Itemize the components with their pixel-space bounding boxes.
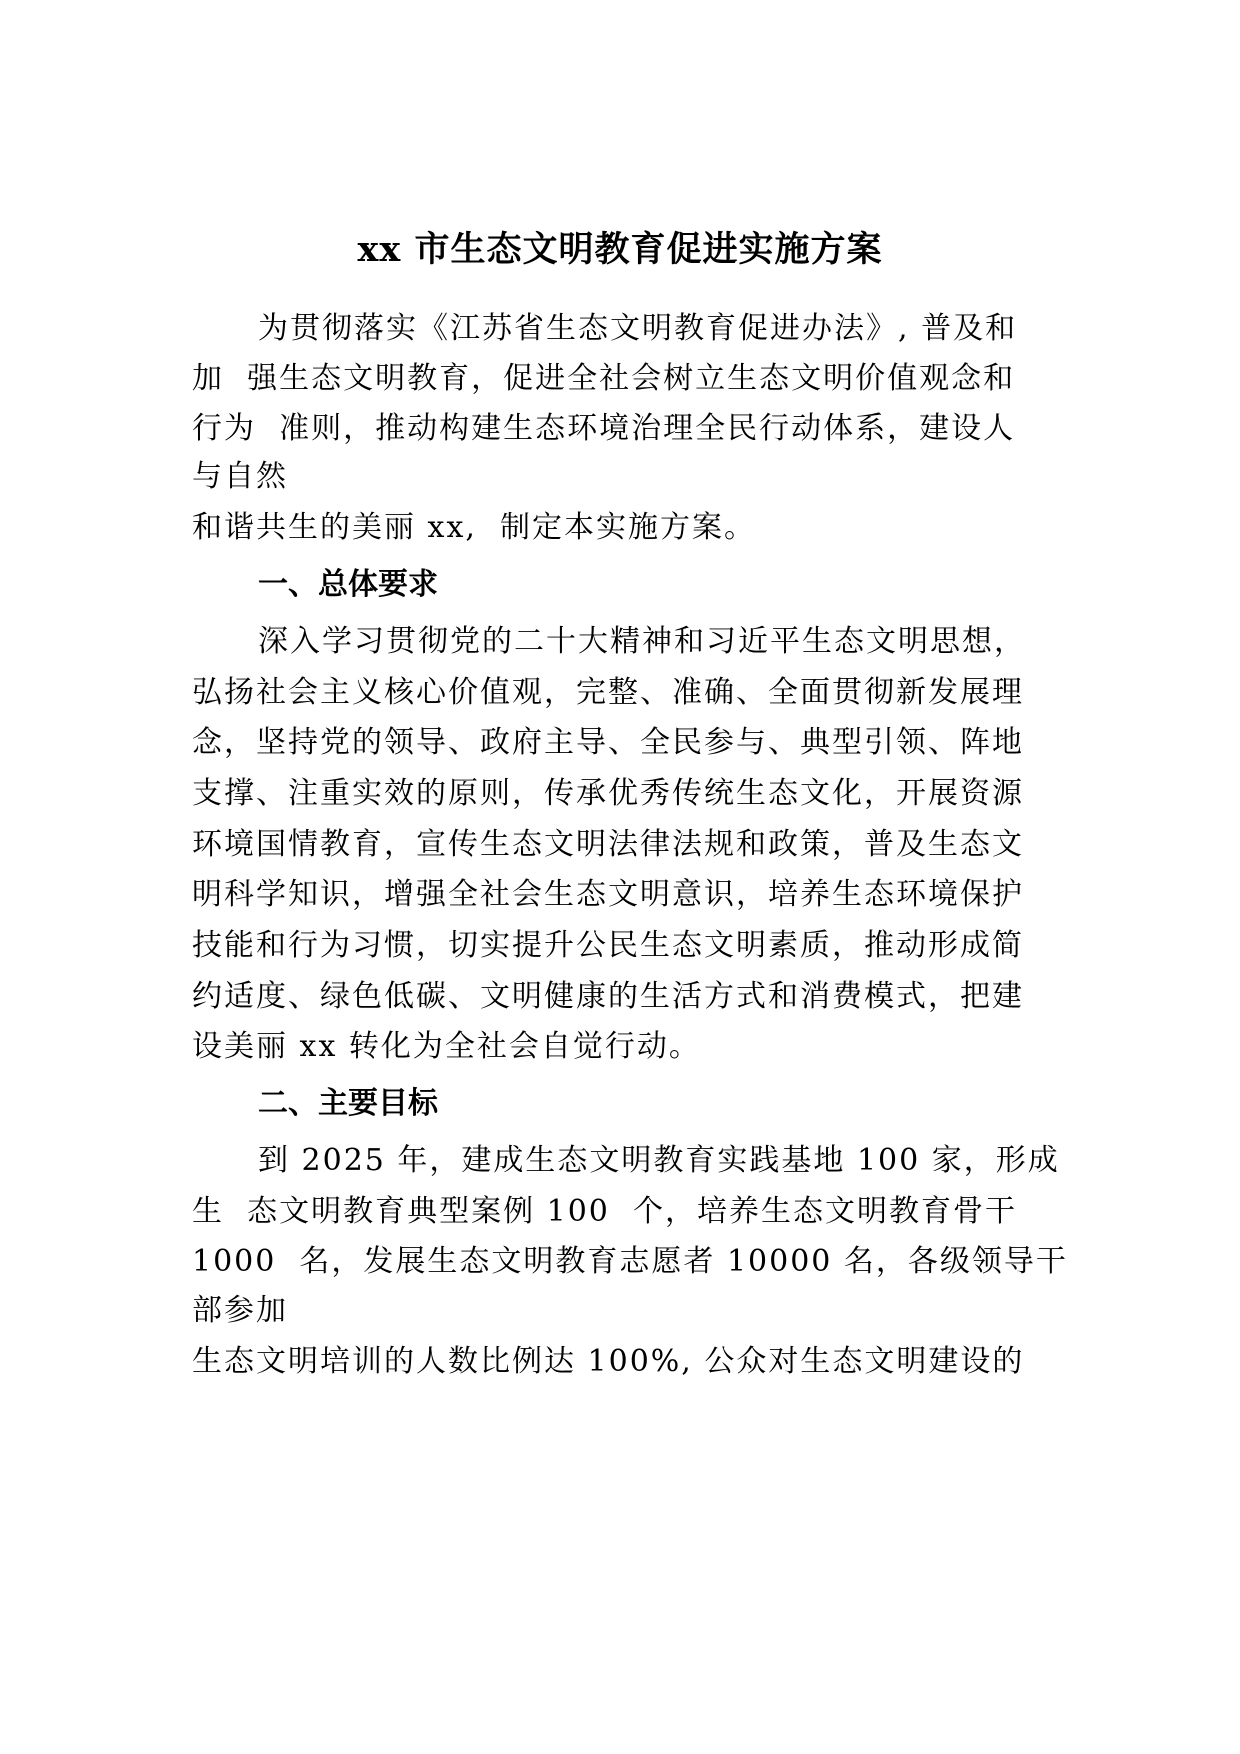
section-heading-overall-requirements: 一、总体要求: [258, 567, 438, 602]
section2-line-1: 到 2025 年，建成生态文明教育实践基地 100 家，形成: [258, 1143, 1060, 1178]
section1-line-7: 技能和行为习惯，切实提升公民生态文明素质，推动形成简: [192, 928, 1024, 963]
intro-line-1: 为贯彻落实《江苏省生态文明教育促进办法》, 普及和: [258, 311, 1018, 346]
section2-line-3: 1000 名，发展生态文明教育志愿者 10000 名，各级领导干: [192, 1244, 1068, 1279]
section1-line-4: 支撑、注重实效的原则，传承优秀传统生态文化，开展资源: [192, 776, 1024, 811]
section2-line-5: 生态文明培训的人数比例达 100%, 公众对生态文明建设的: [192, 1344, 1025, 1379]
section1-line-8: 约适度、绿色低碳、文明健康的生活方式和消费模式，把建: [192, 979, 1024, 1014]
document-title: xx 市生态文明教育促进实施方案: [357, 229, 883, 270]
intro-line-3: 行为 准则，推动构建生态环境治理全民行动体系，建设人: [192, 411, 1016, 446]
section-heading-main-goals: 二、主要目标: [258, 1086, 438, 1121]
section1-line-2: 弘扬社会主义核心价值观，完整、准确、全面贯彻新发展理: [192, 675, 1024, 710]
section1-line-3: 念，坚持党的领导、政府主导、全民参与、典型引领、阵地: [192, 725, 1024, 760]
section2-line-4: 部参加: [192, 1293, 288, 1328]
intro-line-5: 和谐共生的美丽 xx, 制定本实施方案。: [192, 510, 756, 545]
section2-line-2: 生 态文明教育典型案例 100 个，培养生态文明教育骨干: [192, 1194, 1017, 1229]
intro-line-4: 与自然: [192, 459, 288, 494]
section1-line-9: 设美丽 xx 转化为全社会自觉行动。: [192, 1029, 701, 1064]
section1-line-1: 深入学习贯彻党的二十大精神和习近平生态文明思想，: [258, 624, 1026, 659]
section1-line-5: 环境国情教育，宣传生态文明法律法规和政策，普及生态文: [192, 827, 1024, 862]
intro-line-2: 加 强生态文明教育，促进全社会树立生态文明价值观念和: [192, 361, 1016, 396]
section1-line-6: 明科学知识，增强全社会生态文明意识，培养生态环境保护: [192, 877, 1024, 912]
